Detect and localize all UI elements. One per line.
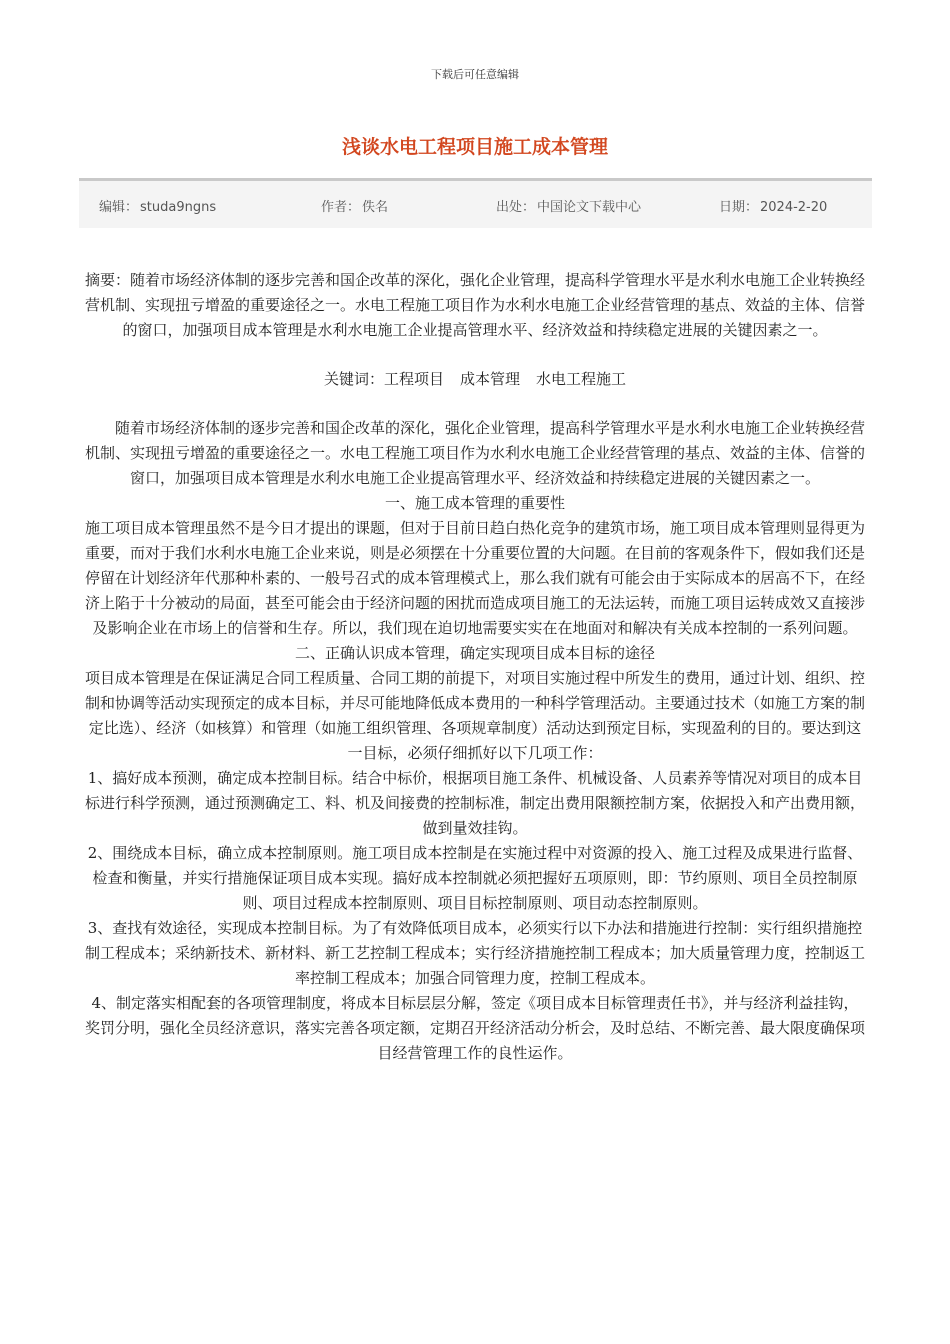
meta-author-value: 佚名 xyxy=(362,200,389,215)
meta-editor-label: 编辑： xyxy=(99,200,139,215)
section-paragraph-1: 施工项目成本管理虽然不是今日才提出的课题，但对于目前日趋白热化竞争的建筑市场，施工项目成本管理则显得更为重要，而对于我们水利水电施工企业来说，则是必须摆在十分重要位置的大问题。在目前的客观条件下，假如我们还是停留在计划经济年代那种朴素的、一般号召式的成本管理模式上，那么我们就有可能会由于实际成本的居高不下，在经济上陷于十分被动的局面，甚至可能会由于经济问题的困扰而造成项目施工的无法运转，而施工项目运转成效又直接涉及影响企业在市场上的信誉和生存。所以，我们现在迫切地需要实实在在地面对和解决有关成本控制的一系列问题。 xyxy=(84,519,865,637)
keywords-line xyxy=(84,367,866,392)
section-heading-1: 一、施工成本管理的重要性 xyxy=(384,494,565,512)
keyword-term: 工程项目 xyxy=(383,370,444,388)
abstract-paragraph: 摘要：随着市场经济体制的逐步完善和国企改革的深化，强化企业管理，提高科学管理水平是水利水电施工企业转换经营机制、实现扭亏增盈的重要途径之一。水电工程施工项目作为水利水电施工企业经营管理的基点、效益的主体、信誉的窗口，加强项目成本管理是水利水电施工企业提高管理水平、经济效益和持续稳定进展的关键因素之一。 xyxy=(84,271,865,339)
meta-date-label: 日期： xyxy=(719,200,759,215)
keywords-label: 关键词： xyxy=(323,370,384,388)
top-note: 下载后可任意编辑 xyxy=(431,68,519,81)
meta-date-value: 2024-2-20 xyxy=(760,200,828,215)
meta-source-label: 出处： xyxy=(496,200,536,215)
intro-paragraph: 随着市场经济体制的逐步完善和国企改革的深化，强化企业管理，提高科学管理水平是水利水电施工企业转换经营机制、实现扭亏增盈的重要途径之一。水电工程施工项目作为水利水电施工企业经营管理的基点、效益的主体、信誉的窗口，加强项目成本管理是水利水电施工企业提高管理水平、经济效益和持续稳定进展的关键因素之一。 xyxy=(84,419,865,487)
meta-author xyxy=(321,196,388,215)
spacer xyxy=(84,343,866,367)
article-content xyxy=(84,268,866,1066)
meta-date xyxy=(719,196,827,215)
keyword-term: 成本管理 xyxy=(460,370,521,388)
meta-editor xyxy=(99,196,216,215)
article-meta-bar xyxy=(79,178,872,228)
meta-source xyxy=(496,196,641,215)
meta-editor-value: studa9ngns xyxy=(140,200,217,215)
work-item-2: 2、围绕成本目标，确立成本控制原则。施工项目成本控制是在实施过程中对资源的投入、施工过程及成果进行监督、检查和衡量，并实行措施保证项目成本实现。搞好成本控制就必须把握好五项原则，即：节约原则、项目全员控制原则、项目过程成本控制原则、项目目标控制原则、项目动态控制原则。 xyxy=(87,844,863,912)
article-title: 浅谈水电工程项目施工成本管理 xyxy=(341,136,608,158)
meta-author-label: 作者： xyxy=(321,200,361,215)
work-item-1: 1、搞好成本预测，确定成本控制目标。结合中标价，根据项目施工条件、机械设备、人员素养等情况对项目的成本目标进行科学预测，通过预测确定工、料、机及间接费的控制标准，制定出费用限额控制方案，依据投入和产出费用额，做到量效挂钩。 xyxy=(84,769,865,837)
work-item-3: 3、查找有效途径，实现成本控制目标。为了有效降低项目成本，必须实行以下办法和措施进行控制：实行组织措施控制工程成本；采纳新技术、新材料、新工艺控制工程成本；实行经济措施控制工程成本；加大质量管理力度，控制返工率控制工程成本；加强合同管理力度，控制工程成本。 xyxy=(84,919,865,987)
spacer xyxy=(84,392,866,416)
section-paragraph-2: 项目成本管理是在保证满足合同工程质量、合同工期的前提下，对项目实施过程中所发生的费用，通过计划、组织、控制和协调等活动实现预定的成本目标，并尽可能地降低成本费用的一种科学管理活动。主要通过技术（如施工方案的制定比选）、经济（如核算）和管理（如施工组织管理、各项规章制度）活动达到预定目标，实现盈利的目的。要达到这一目标，必须仔细抓好以下几项工作： xyxy=(84,669,865,762)
keyword-term: 水电工程施工 xyxy=(536,370,627,388)
work-item-4: 4、制定落实相配套的各项管理制度，将成本目标层层分解，签定《项目成本目标管理责任书》，并与经济利益挂钩，奖罚分明，强化全员经济意识，落实完善各项定额，定期召开经济活动分析会，及时总结、不断完善、最大限度确保项目经营管理工作的良性运作。 xyxy=(84,994,865,1062)
meta-source-value: 中国论文下载中心 xyxy=(537,200,642,215)
section-heading-2: 二、正确认识成本管理，确定实现项目成本目标的途径 xyxy=(294,644,655,662)
